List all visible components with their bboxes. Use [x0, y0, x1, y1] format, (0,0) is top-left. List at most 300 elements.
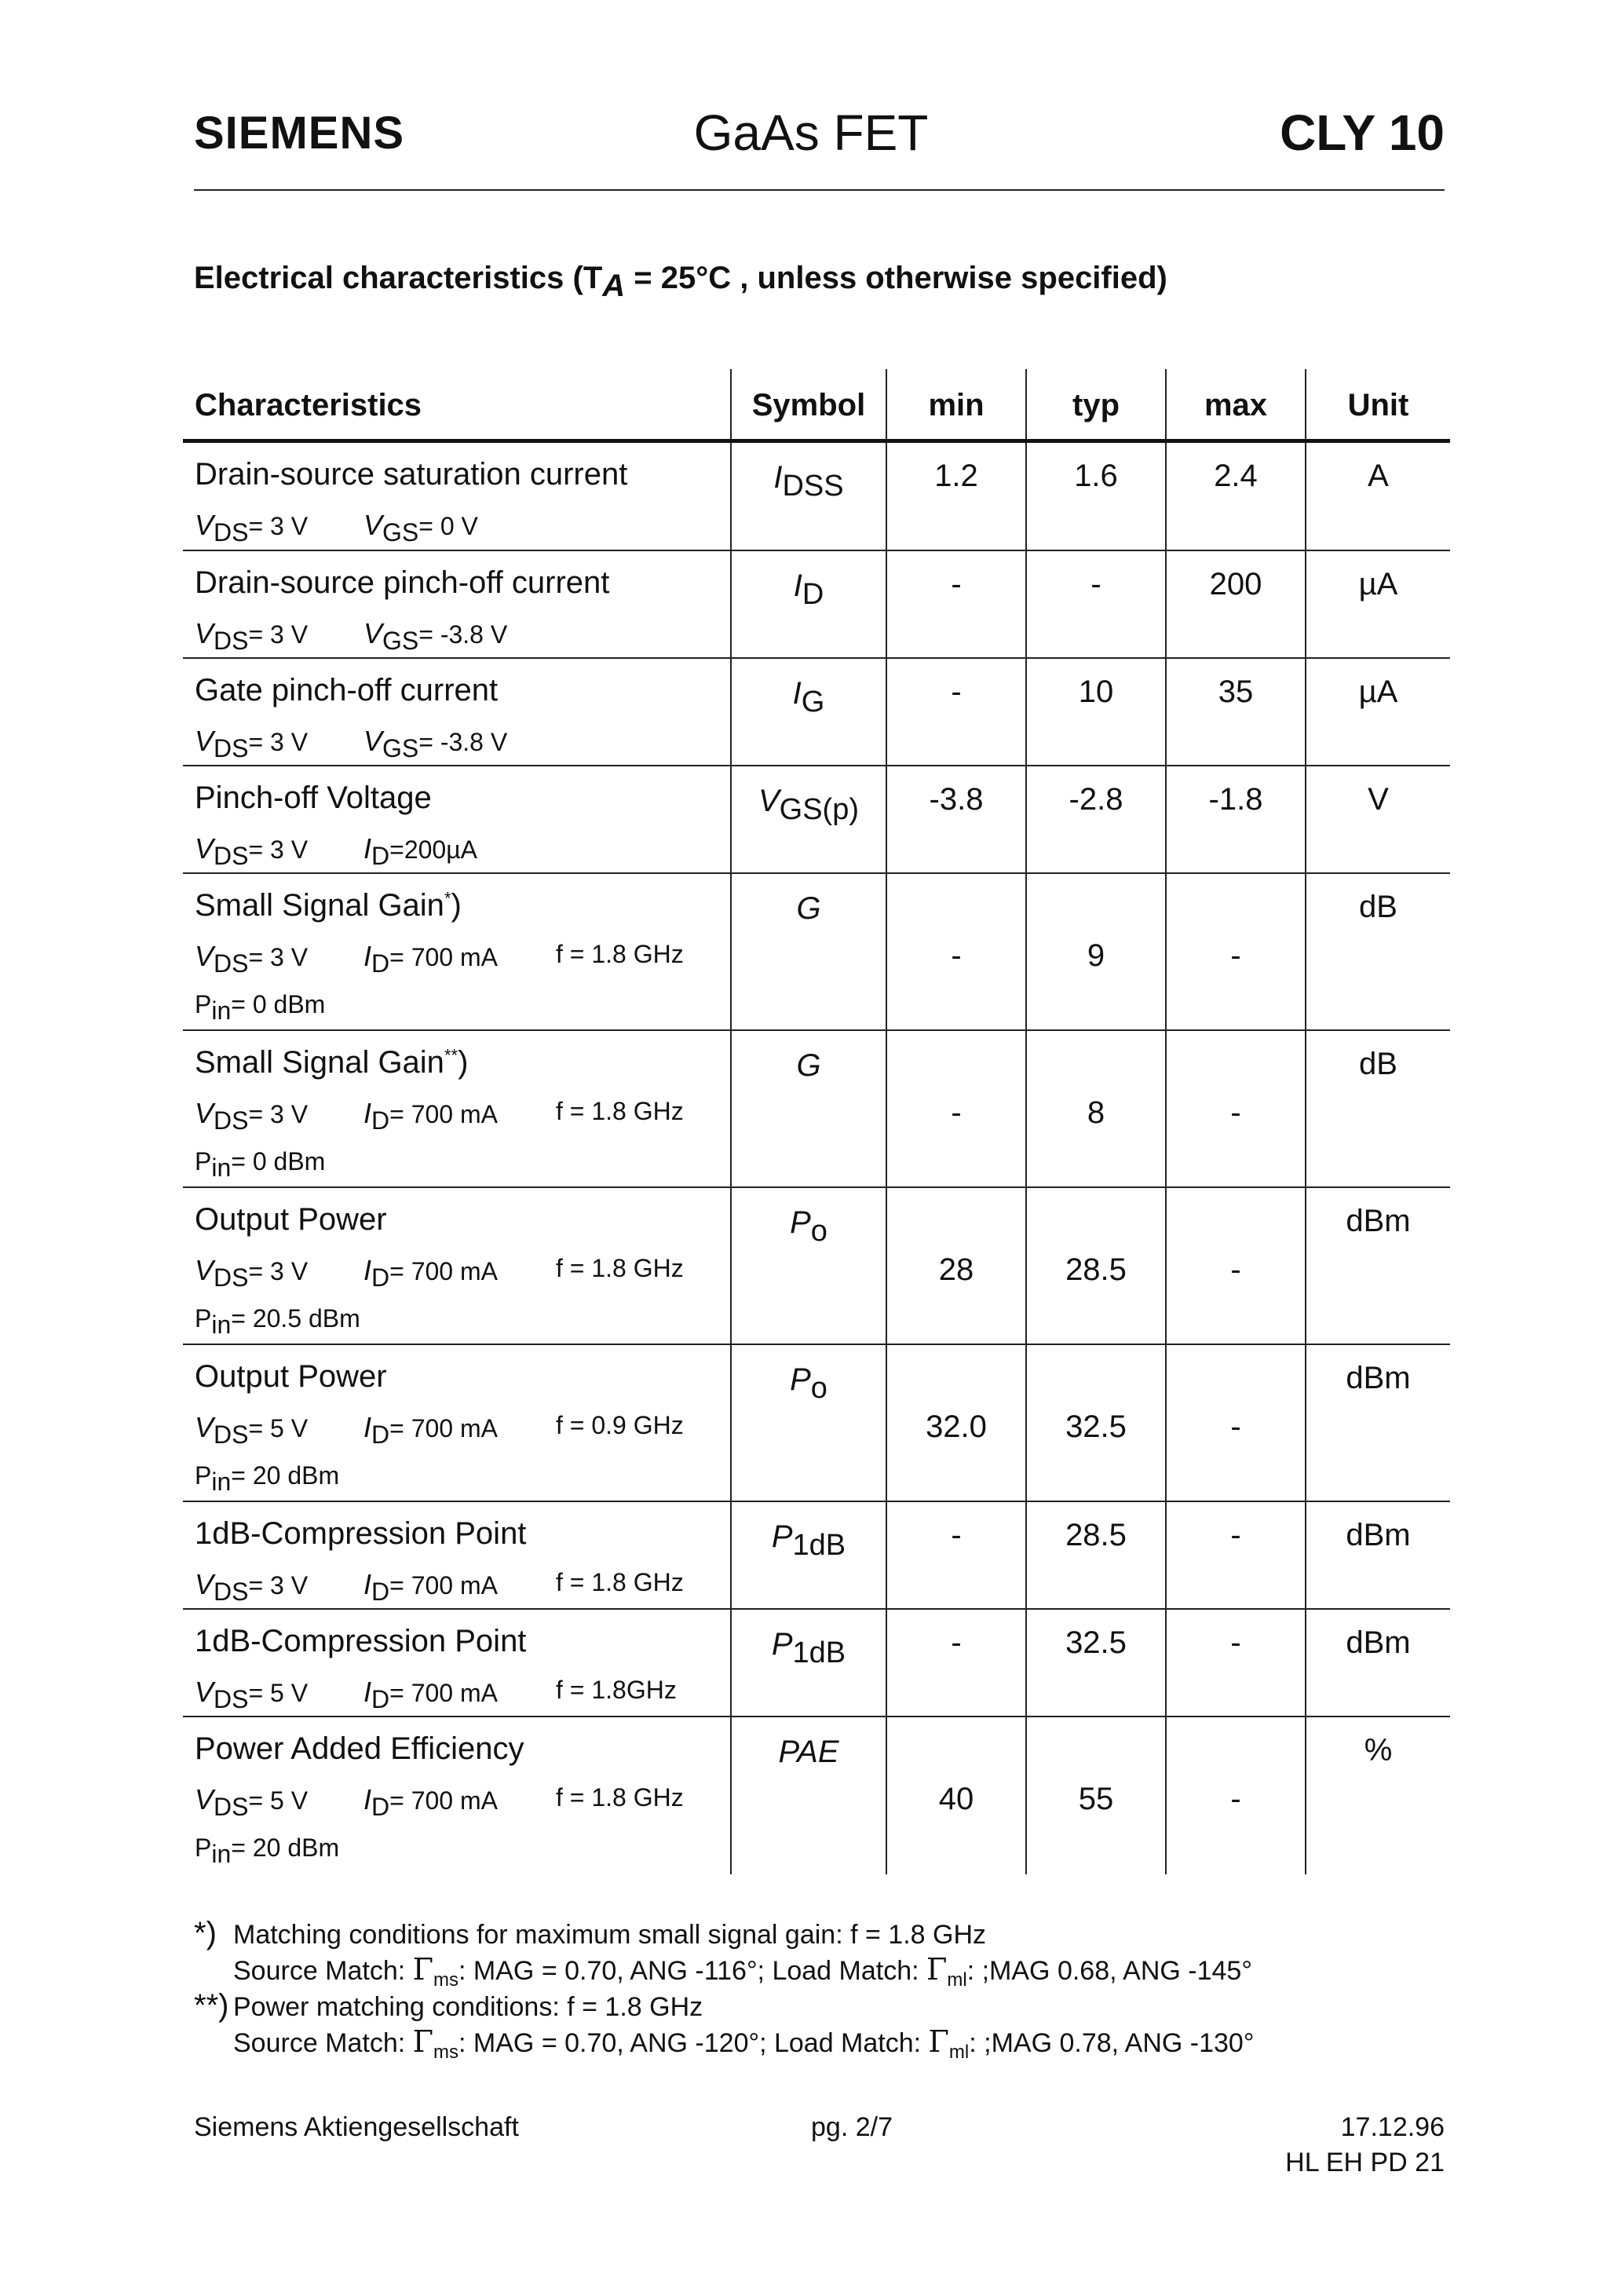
condition-variable: I [363, 1254, 372, 1286]
condition-variable: V [363, 509, 383, 541]
condition [363, 940, 498, 978]
condition [195, 832, 308, 871]
condition [556, 1568, 684, 1597]
unit-cell [1305, 766, 1450, 872]
min-cell [886, 1188, 1025, 1344]
column-header: Unit [1347, 388, 1409, 422]
characteristic-cell [183, 1345, 730, 1501]
condition-value: f = 1.8 GHz [556, 940, 684, 968]
unit-value: dBm [1346, 1361, 1411, 1395]
unit-value: dBm [1346, 1204, 1411, 1238]
symbol-main: G [796, 1048, 821, 1083]
typ-cell [1025, 766, 1165, 872]
max-value: - [1230, 1518, 1241, 1552]
typ-cell [1025, 1345, 1165, 1501]
condition-subscript: GS [382, 518, 419, 547]
table-row [183, 1188, 1450, 1345]
input-power-value: = 20 dBm [231, 1834, 340, 1862]
condition-value: = 700 mA [389, 1100, 498, 1128]
characteristic-name: Small Signal Gain**) [195, 1045, 469, 1080]
typ-cell [1025, 1717, 1165, 1874]
characteristic-name: Small Signal Gain*) [195, 888, 462, 923]
min-cell [886, 874, 1025, 1029]
condition-variable: I [363, 1097, 372, 1129]
characteristic-cell [183, 443, 730, 550]
typ-cell [1025, 659, 1165, 765]
condition-value: f = 0.9 GHz [556, 1411, 684, 1439]
table-row [183, 1345, 1450, 1502]
condition-variable: V [195, 940, 214, 972]
condition [195, 1568, 308, 1607]
condition [195, 1676, 308, 1714]
table-row [183, 659, 1450, 766]
condition-subscript: DS [214, 1793, 249, 1821]
condition-subscript: GS [382, 734, 419, 762]
characteristic-cell [183, 766, 730, 872]
typ-value: 55 [1078, 1782, 1114, 1816]
unit-cell [1305, 1031, 1450, 1186]
table-row [183, 874, 1450, 1031]
condition [363, 1676, 498, 1714]
input-power-value: = 0 dBm [231, 1147, 326, 1175]
typ-cell [1025, 443, 1165, 550]
condition-variable: V [195, 1254, 214, 1286]
condition [363, 1411, 498, 1450]
table-row [183, 443, 1450, 551]
table-body [183, 443, 1450, 1874]
typ-cell [1025, 1502, 1165, 1608]
condition-value: = -3.8 V [418, 728, 508, 756]
typ-value: 32.5 [1065, 1409, 1127, 1444]
footer-page: pg. 2/7 [811, 2112, 893, 2142]
condition-value: = 3 V [248, 1571, 309, 1600]
unit-value: % [1364, 1733, 1393, 1768]
typ-value: 9 [1087, 938, 1105, 973]
condition [363, 1783, 498, 1822]
condition-variable: I [363, 832, 372, 865]
characteristic-label: Small Signal Gain [195, 1045, 444, 1080]
condition [195, 617, 308, 656]
condition-subscript: DS [214, 518, 249, 547]
condition-subscript: D [371, 1263, 390, 1292]
condition-value: = 3 V [248, 512, 309, 540]
condition-variable: I [363, 1568, 372, 1600]
max-cell [1165, 1188, 1305, 1344]
min-value: 28 [938, 1252, 974, 1287]
max-cell [1165, 1717, 1305, 1874]
characteristic-label: 1dB-Compression Point [195, 1516, 527, 1551]
condition-value: f = 1.8 GHz [556, 1783, 684, 1812]
condition [195, 1254, 308, 1292]
unit-cell [1305, 659, 1450, 765]
condition-variable: I [363, 1783, 372, 1815]
input-power-condition: $P_{in}= 20$ dBm [195, 1461, 340, 1496]
symbol-cell [730, 443, 886, 550]
condition-value: f = 1.8 GHz [556, 1254, 684, 1282]
typ-value: - [1090, 567, 1101, 601]
condition [363, 1254, 498, 1292]
input-power-condition: $P_{in}= 0$ dBm [195, 990, 326, 1025]
characteristic-cell [183, 1717, 730, 1874]
symbol-subscript: o [810, 1215, 827, 1248]
characteristic-label: Drain-source saturation current [195, 457, 628, 492]
max-cell [1165, 551, 1305, 657]
condition [363, 509, 478, 547]
document-title: GaAs FET [693, 104, 929, 161]
unit-cell [1305, 874, 1450, 1029]
condition-subscript: DS [214, 1420, 249, 1449]
footnote-2-match: Source Match: $\Gamma_{ms}$: MAG = 0.70, ANG -120°; Load Match: $\Gamma_{ml}$: ;MAG 0.78, ANG -130° [233, 2024, 1255, 2063]
table-row [183, 1610, 1450, 1717]
condition [195, 1411, 308, 1450]
characteristic-cell [183, 1031, 730, 1186]
unit-value: µA [1358, 675, 1398, 709]
condition [363, 725, 507, 763]
condition [195, 1783, 308, 1822]
condition-value: = 700 mA [389, 943, 498, 971]
symbol [732, 1519, 886, 1563]
symbol [732, 676, 886, 719]
unit-cell [1305, 1717, 1450, 1874]
symbol [732, 784, 886, 827]
condition [363, 617, 507, 656]
condition-variable: I [363, 940, 372, 972]
footnote-1-match: Source Match: $\Gamma_{ms}$: MAG = 0.70, ANG -116°; Load Match: $\Gamma_{ml}$: ;MAG 0.68, ANG -145° [233, 1952, 1252, 1991]
symbol-cell [730, 551, 886, 657]
symbol [732, 569, 886, 612]
condition-value: = 3 V [248, 1257, 309, 1285]
condition-subscript: DS [214, 1578, 249, 1606]
condition-subscript: D [371, 949, 390, 978]
condition-value: = 3 V [248, 728, 309, 756]
characteristic-name [195, 1516, 526, 1552]
max-value: - [1230, 1095, 1241, 1130]
symbol-main: P [771, 1627, 793, 1662]
typ-value: 32.5 [1065, 1625, 1127, 1660]
characteristic-name [195, 1202, 387, 1238]
condition-subscript: DS [214, 1685, 249, 1713]
typ-cell [1025, 1188, 1165, 1344]
unit-value: dBm [1346, 1625, 1411, 1660]
unit-value: µA [1358, 567, 1398, 601]
table-header-row [183, 369, 1450, 443]
column-header: Symbol [751, 388, 866, 422]
footer-code: HL EH PD 21 [1285, 2148, 1445, 2177]
unit-cell [1305, 443, 1450, 550]
condition-value: = 0 V [418, 512, 478, 540]
condition-value: = 700 mA [389, 1679, 498, 1707]
min-value: - [951, 675, 962, 709]
characteristic-cell [183, 659, 730, 765]
min-value: - [951, 1518, 962, 1552]
condition-variable: I [363, 1411, 372, 1443]
input-power-condition: $P_{in}= 20$ dBm [195, 1834, 340, 1868]
symbol-subscript: 1dB [792, 1636, 846, 1669]
condition-subscript: D [371, 1578, 390, 1606]
symbol-subscript: 1dB [792, 1529, 846, 1562]
symbol-subscript: GS(p) [779, 793, 860, 826]
condition-variable: V [363, 725, 383, 757]
condition-subscript: D [371, 1793, 390, 1821]
symbol [732, 460, 886, 503]
condition-value: =200µA [389, 835, 477, 864]
symbol [732, 1362, 886, 1406]
symbol-cell [730, 1502, 886, 1608]
max-value: - [1230, 1409, 1241, 1444]
max-cell [1165, 766, 1305, 872]
unit-value: dB [1359, 1047, 1397, 1081]
column-header: Characteristics [195, 388, 422, 422]
condition-variable: V [195, 725, 214, 757]
symbol-subscript: o [810, 1372, 827, 1405]
condition [195, 940, 308, 978]
table-row [183, 551, 1450, 659]
unit-value: dBm [1346, 1518, 1411, 1552]
unit-cell [1305, 1188, 1450, 1344]
input-power-condition: $P_{in}= 20.5$ dBm [195, 1304, 360, 1339]
condition-variable: V [195, 1097, 214, 1129]
characteristic-label: Small Signal Gain [195, 888, 444, 923]
column-header: typ [1072, 388, 1120, 422]
symbol-subscript: G [801, 686, 825, 718]
company-logo: SIEMENS [194, 108, 405, 159]
condition [556, 1676, 677, 1705]
min-cell [886, 766, 1025, 872]
max-cell [1165, 1345, 1305, 1501]
max-cell [1165, 1031, 1305, 1186]
condition-subscript: D [371, 842, 390, 870]
max-value: -1.8 [1208, 782, 1263, 817]
condition-variable: V [363, 617, 383, 649]
max-value: - [1230, 938, 1241, 973]
input-power-subscript: in [211, 996, 232, 1025]
min-cell [886, 1717, 1025, 1874]
min-value: - [951, 1095, 962, 1130]
min-value: 40 [938, 1782, 974, 1816]
max-cell [1165, 1610, 1305, 1716]
symbol [732, 1627, 886, 1670]
max-cell [1165, 659, 1305, 765]
symbol-main: V [758, 784, 780, 818]
condition-value: = 5 V [248, 1414, 309, 1442]
condition [556, 1783, 684, 1812]
input-power-condition: $P_{in}= 0$ dBm [195, 1147, 326, 1182]
footer-company: Siemens Aktiengesellschaft [194, 2112, 519, 2142]
min-cell [886, 443, 1025, 550]
min-value: -3.8 [929, 782, 984, 817]
min-cell [886, 1610, 1025, 1716]
footnote-mark: * [444, 888, 451, 909]
condition [195, 1097, 308, 1135]
condition-subscript: DS [214, 1106, 249, 1135]
min-value: 32.0 [926, 1409, 987, 1444]
condition [363, 1568, 498, 1607]
symbol-cell [730, 1345, 886, 1501]
unit-value: dB [1359, 890, 1397, 924]
characteristic-name [195, 1731, 524, 1767]
characteristic-cell [183, 1188, 730, 1344]
min-value: 1.2 [934, 459, 978, 493]
typ-value: 10 [1078, 675, 1114, 709]
symbol-cell [730, 874, 886, 1029]
condition-subscript: D [371, 1685, 390, 1713]
symbol-main: I [793, 569, 802, 603]
symbol-main: P [771, 1519, 793, 1554]
max-cell [1165, 443, 1305, 550]
condition-value: = 700 mA [389, 1571, 498, 1600]
unit-cell [1305, 1610, 1450, 1716]
condition-value: = 700 mA [389, 1786, 498, 1815]
characteristic-name [195, 781, 432, 816]
condition-value: f = 1.8 GHz [556, 1568, 684, 1596]
condition-value: f = 1.8 GHz [556, 1097, 684, 1125]
column-header: min [928, 388, 985, 422]
condition-subscript: GS [382, 627, 419, 655]
input-power-subscript: in [211, 1311, 232, 1339]
condition-value: f = 1.8GHz [556, 1676, 677, 1704]
condition [195, 509, 308, 547]
characteristic-cell [183, 1502, 730, 1608]
condition-variable: V [195, 832, 214, 865]
condition-value: = 3 V [248, 943, 309, 971]
characteristic-label: Drain-source pinch-off current [195, 565, 610, 600]
input-power-subscript: in [211, 1153, 232, 1182]
condition-value: = 700 mA [389, 1414, 498, 1442]
typ-cell [1025, 1610, 1165, 1716]
max-value: - [1230, 1782, 1241, 1816]
characteristic-label: Pinch-off Voltage [195, 781, 432, 815]
condition-value: = 700 mA [389, 1257, 498, 1285]
condition-subscript: D [371, 1106, 390, 1135]
symbol-subscript: D [802, 578, 824, 611]
symbol-cell [730, 1031, 886, 1186]
symbol-cell [730, 1717, 886, 1874]
symbol-main: G [796, 891, 821, 926]
unit-value: V [1368, 782, 1389, 817]
input-power-value: = 0 dBm [231, 990, 326, 1018]
characteristic-label: Gate pinch-off current [195, 673, 499, 707]
typ-cell [1025, 874, 1165, 1029]
max-value: - [1230, 1252, 1241, 1287]
symbol [732, 1735, 886, 1770]
condition-variable: V [195, 1783, 214, 1815]
characteristic-label: Power Added Efficiency [195, 1731, 524, 1766]
condition-subscript: DS [214, 949, 249, 978]
condition [363, 832, 477, 871]
condition-variable: V [195, 1411, 214, 1443]
unit-value: A [1368, 459, 1389, 493]
table-row [183, 1717, 1450, 1874]
condition-variable: V [195, 1568, 214, 1600]
symbol-cell [730, 659, 886, 765]
condition-value: = 3 V [248, 1100, 309, 1128]
input-power-subscript: in [211, 1468, 232, 1496]
condition-subscript: DS [214, 842, 249, 870]
max-value: - [1230, 1625, 1241, 1660]
max-cell [1165, 1502, 1305, 1608]
table-row [183, 1502, 1450, 1610]
symbol-cell [730, 766, 886, 872]
input-power-value: = 20 dBm [231, 1461, 340, 1490]
footnote-2: **) Power matching conditions: f = 1.8 GHz [194, 1988, 703, 2023]
typ-value: 8 [1087, 1095, 1105, 1130]
condition-value: = -3.8 V [418, 620, 508, 649]
condition-variable: V [195, 617, 214, 649]
max-value: 200 [1209, 567, 1262, 601]
condition-value: = 5 V [248, 1786, 309, 1815]
characteristic-label: Output Power [195, 1202, 387, 1237]
condition [556, 940, 684, 969]
condition-variable: I [363, 1676, 372, 1708]
condition-value: = 3 V [248, 835, 309, 864]
symbol [732, 1048, 886, 1084]
condition-value: = 5 V [248, 1679, 309, 1707]
footnote-1: *) Matching conditions for maximum small signal gain: f = 1.8 GHz [194, 1916, 987, 1951]
min-cell [886, 1502, 1025, 1608]
symbol-subscript: DSS [782, 470, 844, 503]
characteristics-table [183, 369, 1450, 1874]
symbol-cell [730, 1610, 886, 1716]
characteristic-name [195, 457, 627, 492]
min-cell [886, 1345, 1025, 1501]
max-cell [1165, 874, 1305, 1029]
symbol [732, 1205, 886, 1249]
min-value: - [951, 567, 962, 601]
condition-subscript: DS [214, 734, 249, 762]
table-row [183, 1031, 1450, 1188]
unit-cell [1305, 551, 1450, 657]
condition-subscript: DS [214, 627, 249, 655]
min-value: - [951, 938, 962, 973]
characteristic-cell [183, 551, 730, 657]
typ-value: -2.8 [1069, 782, 1123, 817]
footnote-mark: ** [444, 1045, 458, 1066]
condition-value: = 3 V [248, 620, 309, 649]
symbol-main: P [790, 1362, 811, 1397]
header-rule [194, 189, 1445, 191]
symbol-main: P [790, 1205, 811, 1240]
condition-variable: V [195, 1676, 214, 1708]
condition [556, 1411, 684, 1440]
symbol-cell [730, 1188, 886, 1344]
symbol [732, 891, 886, 927]
section-title: Electrical characteristics ($T_A = 25^\circ C$ , unless otherwise specified) [194, 261, 1167, 303]
unit-cell [1305, 1345, 1450, 1501]
condition [556, 1097, 684, 1126]
characteristic-cell [183, 1610, 730, 1716]
unit-cell [1305, 1502, 1450, 1608]
characteristic-name [195, 1624, 526, 1659]
part-number: CLY 10 [1280, 104, 1445, 161]
symbol-main: PAE [778, 1735, 839, 1769]
characteristic-name [195, 1359, 387, 1395]
typ-cell [1025, 551, 1165, 657]
characteristic-name [195, 565, 609, 601]
max-value: 35 [1218, 675, 1254, 709]
characteristic-name [195, 673, 498, 708]
typ-value: 28.5 [1065, 1252, 1127, 1287]
condition [556, 1254, 684, 1283]
input-power-subscript: in [211, 1840, 232, 1868]
input-power-value: = 20.5 dBm [231, 1304, 360, 1333]
characteristic-label: Output Power [195, 1359, 387, 1394]
footer-date: 17.12.96 [1340, 2112, 1445, 2142]
column-header: max [1204, 388, 1268, 422]
condition-subscript: D [371, 1420, 390, 1449]
max-value: 2.4 [1214, 459, 1258, 493]
min-value: - [951, 1625, 962, 1660]
characteristic-label: 1dB-Compression Point [195, 1624, 527, 1658]
